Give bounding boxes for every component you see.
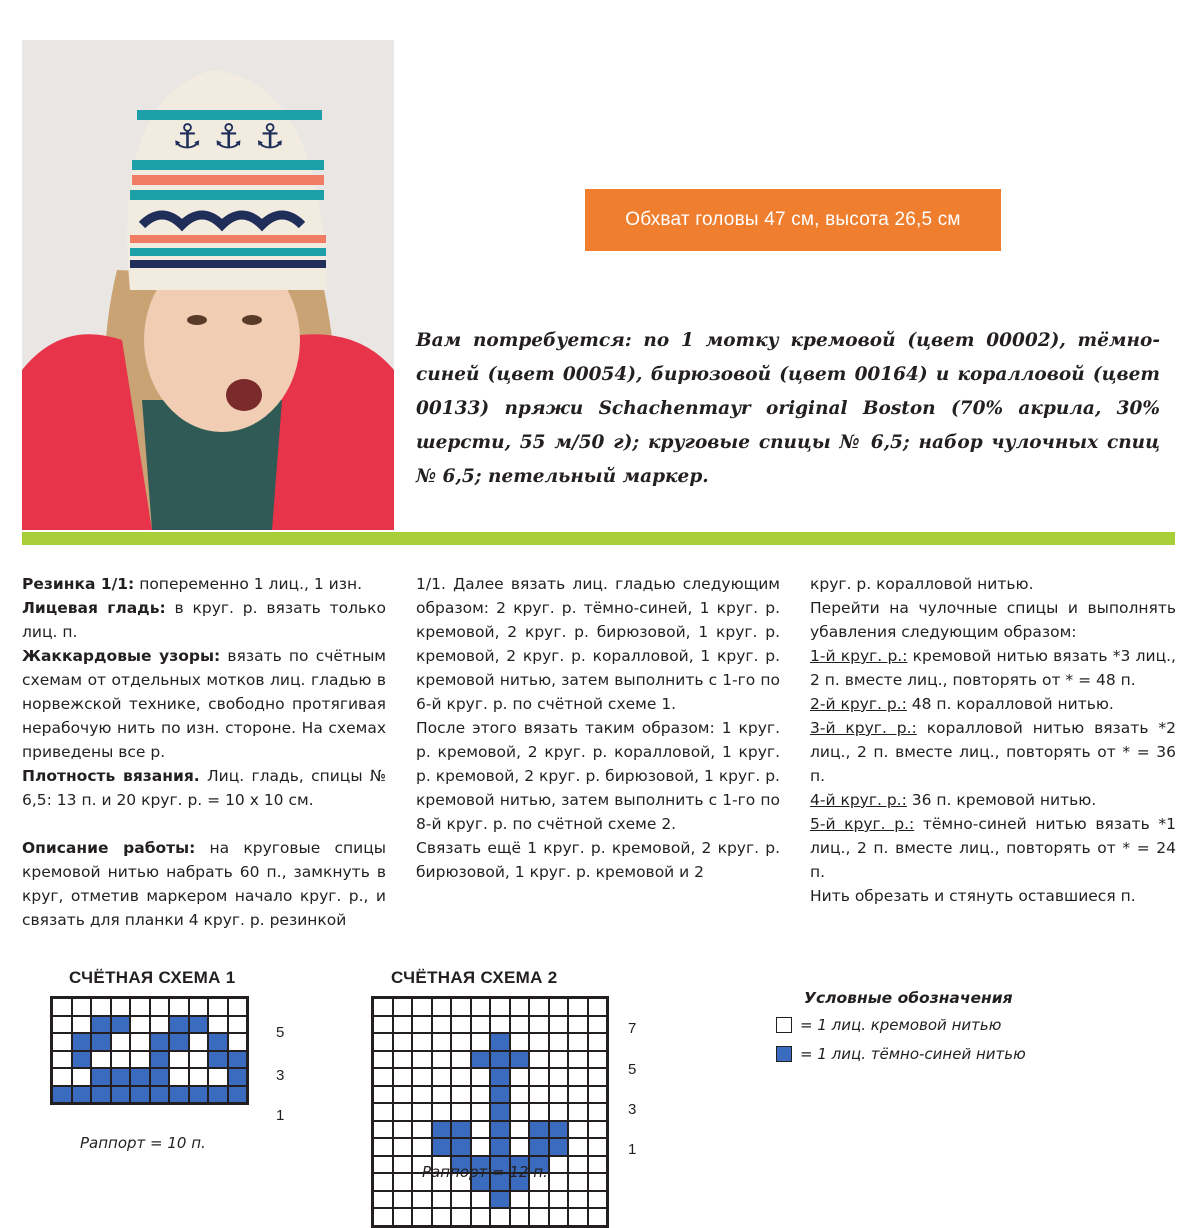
chart-cell-empty	[588, 1191, 608, 1209]
chart-cell-empty	[529, 1103, 549, 1121]
chart-cell-empty	[111, 998, 131, 1016]
chart-cell-filled	[490, 1086, 510, 1104]
chart-cell-empty	[228, 998, 248, 1016]
col3-paragraph-3: Нить обрезать и стянуть оставшиеся п.	[810, 887, 1136, 905]
chart-cell-empty	[393, 1016, 413, 1034]
chart-cell-empty	[471, 1086, 491, 1104]
chart-cell-empty	[529, 1208, 549, 1226]
chart-cell-empty	[412, 1068, 432, 1086]
size-badge: Обхват головы 47 см, высота 26,5 см	[585, 189, 1001, 251]
chart-cell-empty	[588, 1068, 608, 1086]
chart-cell-empty	[412, 1138, 432, 1156]
chart-cell-empty	[568, 1121, 588, 1139]
chart-cell-empty	[208, 998, 228, 1016]
chart-cell-empty	[91, 1051, 111, 1069]
chart-cell-empty	[549, 1173, 569, 1191]
chart-cell-empty	[529, 1051, 549, 1069]
round-1-label: 1-й круг. р.:	[810, 647, 908, 665]
round-2-label: 2-й круг. р.:	[810, 695, 907, 713]
chart-cell-empty	[451, 998, 471, 1016]
chart-cell-empty	[52, 998, 72, 1016]
col2-paragraph-2: После этого вязать таким образом: 1 круг. р. кремовой, 2 круг. р. коралловой, 1 круг. р. кремовой, 2 круг. р. бирюзовой, 1 круг. р. кремовой нитью, затем выполнить с 1-го по 8-й круг. р. по счётной схеме 2.	[416, 719, 780, 833]
round-4-label: 4-й круг. р.:	[810, 791, 907, 809]
chart-cell-empty	[588, 1103, 608, 1121]
decrease-round-1	[810, 644, 1176, 692]
col2-paragraph-1: 1/1. Далее вязать лиц. гладью следующим образом: 2 круг. р. тёмно-синей, 1 круг. р. кремовой, 2 круг. р. бирюзовой, 1 круг. р. кремовой, 2 круг. р. коралловой, 1 круг. р. кремовой нитью, затем выполнить с 1-го по 6-й круг. р. по счётной схеме 1.	[416, 575, 780, 713]
chart-cell-empty	[568, 1033, 588, 1051]
chart-1-repeat: Раппорт = 10 п.	[80, 1134, 206, 1152]
col3-paragraph-1: круг. р. коралловой нитью.	[810, 575, 1034, 593]
stockinette-label: Лицевая гладь:	[22, 599, 166, 617]
chart-cell-filled	[169, 1033, 189, 1051]
chart-cell-filled	[490, 1103, 510, 1121]
chart-cell-empty	[510, 1191, 530, 1209]
chart-cell-empty	[529, 998, 549, 1016]
instructions-column-1	[22, 572, 386, 932]
chart-cell-filled	[490, 1051, 510, 1069]
chart-1-row-label: 3	[276, 1067, 285, 1084]
legend-title: Условные обозначения	[804, 989, 1013, 1007]
chart-cell-empty	[471, 998, 491, 1016]
chart-cell-filled	[189, 1016, 209, 1034]
chart-cell-empty	[130, 998, 150, 1016]
chart-cell-empty	[471, 1138, 491, 1156]
chart-cell-empty	[52, 1051, 72, 1069]
chart-cell-empty	[52, 1033, 72, 1051]
decrease-round-2	[810, 692, 1176, 716]
chart-cell-empty	[529, 1191, 549, 1209]
chart-cell-filled	[91, 1068, 111, 1086]
stockinette-text: в круг. р. вязать только лиц. п.	[22, 599, 387, 641]
chart-cell-empty	[568, 1208, 588, 1226]
chart-2-row-label: 1	[628, 1141, 637, 1158]
jacquard-paragraph	[22, 644, 386, 764]
chart-1-row-label: 5	[276, 1024, 285, 1041]
chart-1-row-label: 1	[276, 1107, 285, 1124]
chart-cell-empty	[72, 1068, 92, 1086]
chart-cell-empty	[549, 1156, 569, 1174]
chart-cell-empty	[130, 1033, 150, 1051]
chart-cell-filled	[91, 1016, 111, 1034]
chart-cell-filled	[150, 1033, 170, 1051]
chart-cell-empty	[412, 1086, 432, 1104]
chart-cell-filled	[490, 1121, 510, 1139]
chart-cell-empty	[432, 1051, 452, 1069]
chart-cell-empty	[568, 1016, 588, 1034]
chart-cell-filled	[111, 1016, 131, 1034]
chart-cell-empty	[568, 1086, 588, 1104]
chart-cell-empty	[451, 1068, 471, 1086]
chart-cell-empty	[373, 1138, 393, 1156]
chart-cell-filled	[451, 1138, 471, 1156]
chart-cell-empty	[150, 998, 170, 1016]
round-3-label: 3-й круг. р.:	[810, 719, 917, 737]
chart-cell-filled	[52, 1086, 72, 1104]
round-4-text: 36 п. кремовой нитью.	[906, 791, 1097, 809]
legend-item-cream	[776, 1016, 1001, 1034]
rib-paragraph	[22, 572, 386, 596]
chart-cell-filled	[169, 1016, 189, 1034]
chart-cell-filled	[111, 1086, 131, 1104]
round-1-text: кремовой нитью вязать *3 лиц., 2 п. вместе лиц., повторять от * = 48 п.	[810, 647, 1176, 689]
chart-cell-empty	[471, 1191, 491, 1209]
chart-cell-filled	[150, 1051, 170, 1069]
chart-cell-empty	[373, 1156, 393, 1174]
chart-cell-empty	[432, 1033, 452, 1051]
chart-cell-empty	[510, 1086, 530, 1104]
chart-cell-empty	[373, 1068, 393, 1086]
chart-cell-empty	[490, 1016, 510, 1034]
chart-cell-filled	[72, 1051, 92, 1069]
chart-cell-filled	[490, 1138, 510, 1156]
chart-cell-empty	[549, 1068, 569, 1086]
chart-cell-empty	[588, 1156, 608, 1174]
decrease-round-5	[810, 812, 1176, 884]
chart-cell-filled	[490, 1068, 510, 1086]
chart-cell-empty	[451, 1086, 471, 1104]
chart-cell-empty	[393, 1208, 413, 1226]
chart-cell-empty	[588, 1086, 608, 1104]
gauge-text: Лиц. гладь, спицы № 6,5: 13 п. и 20 круг. р. = 10 х 10 см.	[22, 767, 386, 809]
chart-cell-empty	[130, 1016, 150, 1034]
chart-cell-filled	[111, 1068, 131, 1086]
chart-cell-empty	[432, 1086, 452, 1104]
chart-cell-filled	[471, 1051, 491, 1069]
chart-cell-empty	[393, 1121, 413, 1139]
chart-cell-empty	[451, 1033, 471, 1051]
chart-cell-empty	[373, 1191, 393, 1209]
chart-cell-empty	[510, 1016, 530, 1034]
navy-swatch-icon	[776, 1046, 792, 1062]
chart-cell-empty	[451, 1103, 471, 1121]
chart-cell-filled	[91, 1033, 111, 1051]
chart-cell-empty	[490, 1208, 510, 1226]
chart-cell-filled	[228, 1051, 248, 1069]
chart-cell-filled	[432, 1138, 452, 1156]
svg-text:⚓ ⚓ ⚓: ⚓ ⚓ ⚓	[172, 117, 286, 157]
gauge-paragraph	[22, 764, 386, 812]
chart-cell-empty	[549, 1191, 569, 1209]
chart-cell-empty	[549, 1033, 569, 1051]
decrease-round-3	[810, 716, 1176, 788]
col2-paragraph-3: Связать ещё 1 круг. р. кремовой, 2 круг. р. бирюзовой, 1 круг. р. кремовой и 2	[416, 839, 780, 881]
chart-cell-empty	[189, 1051, 209, 1069]
chart-1-title: СЧЁТНАЯ СХЕМА 1	[69, 968, 236, 987]
chart-cell-empty	[52, 1068, 72, 1086]
materials-text: Вам потребуется: по 1 мотку кремовой (цвет 00002), тёмно-синей (цвет 00054), бирюзовой (цвет 00164) и коралловой (цвет 00133) пряжи Schachenmayr original Boston (70% акрила, 30% шерсти, 55 м/50 г); круговые спицы № 6,5; набор чулочных спиц № 6,5; петельный маркер.	[416, 330, 1160, 487]
chart-cell-empty	[393, 1173, 413, 1191]
chart-cell-empty	[471, 1103, 491, 1121]
chart-cell-empty	[373, 1051, 393, 1069]
legend-item-text: = 1 лиц. тёмно-синей нитью	[800, 1045, 1026, 1063]
rib-label: Резинка 1/1:	[22, 575, 135, 593]
work-label: Описание работы:	[22, 839, 196, 857]
round-5-label: 5-й круг. р.:	[810, 815, 915, 833]
chart-cell-empty	[228, 1016, 248, 1034]
chart-cell-empty	[373, 1121, 393, 1139]
chart-cell-empty	[529, 1016, 549, 1034]
chart-cell-empty	[189, 1068, 209, 1086]
chart-cell-filled	[490, 1033, 510, 1051]
chart-cell-empty	[393, 1051, 413, 1069]
chart-cell-empty	[432, 1068, 452, 1086]
chart-cell-empty	[150, 1016, 170, 1034]
chart-cell-empty	[432, 1208, 452, 1226]
chart-cell-filled	[169, 1086, 189, 1104]
chart-cell-empty	[393, 1191, 413, 1209]
chart-cell-empty	[510, 998, 530, 1016]
chart-cell-empty	[510, 1208, 530, 1226]
chart-cell-empty	[393, 1068, 413, 1086]
chart-cell-empty	[169, 998, 189, 1016]
chart-cell-empty	[373, 1173, 393, 1191]
chart-cell-empty	[529, 1086, 549, 1104]
jacquard-text: вязать по счётным схемам от отдельных мотков лиц. гладью в норвежской технике, свободно протягивая нерабочую нить по изн. стороне. На схемах приведены все р.	[22, 647, 386, 761]
chart-cell-empty	[91, 998, 111, 1016]
rib-text: попеременно 1 лиц., 1 изн.	[134, 575, 363, 593]
chart-cell-empty	[471, 1033, 491, 1051]
chart-cell-filled	[208, 1033, 228, 1051]
chart-cell-empty	[393, 1033, 413, 1051]
round-3-text: коралловой нитью вязать *2 лиц., 2 п. вместе лиц., повторять от * = 36 п.	[810, 719, 1176, 785]
chart-cell-empty	[588, 1138, 608, 1156]
chart-cell-filled	[432, 1121, 452, 1139]
chart-cell-empty	[568, 1156, 588, 1174]
gauge-label: Плотность вязания.	[22, 767, 200, 785]
chart-cell-empty	[568, 1103, 588, 1121]
chart-cell-empty	[111, 1033, 131, 1051]
round-2-text: 48 п. коралловой нитью.	[906, 695, 1114, 713]
chart-cell-empty	[412, 1016, 432, 1034]
chart-cell-empty	[588, 1033, 608, 1051]
chart-cell-empty	[412, 998, 432, 1016]
chart-cell-empty	[451, 1208, 471, 1226]
chart-cell-filled	[72, 1033, 92, 1051]
chart-cell-filled	[228, 1068, 248, 1086]
chart-cell-filled	[490, 1191, 510, 1209]
chart-cell-filled	[529, 1138, 549, 1156]
legend-item-text: = 1 лиц. кремовой нитью	[800, 1016, 1002, 1034]
chart-cell-empty	[549, 1016, 569, 1034]
chart-cell-filled	[91, 1086, 111, 1104]
chart-cell-empty	[490, 998, 510, 1016]
chart-cell-empty	[130, 1051, 150, 1069]
chart-cell-empty	[451, 1051, 471, 1069]
chart-cell-empty	[510, 1121, 530, 1139]
chart-cell-empty	[412, 1033, 432, 1051]
chart-cell-empty	[208, 1068, 228, 1086]
chart-cell-filled	[150, 1086, 170, 1104]
chart-cell-empty	[588, 1121, 608, 1139]
chart-cell-empty	[432, 1191, 452, 1209]
chart-cell-empty	[393, 1156, 413, 1174]
chart-cell-empty	[588, 1016, 608, 1034]
chart-cell-empty	[373, 1033, 393, 1051]
chart-cell-empty	[373, 1208, 393, 1226]
chart-cell-filled	[510, 1051, 530, 1069]
chart-cell-filled	[451, 1121, 471, 1139]
chart-cell-empty	[471, 1208, 491, 1226]
chart-cell-filled	[130, 1068, 150, 1086]
instructions-column-2	[416, 572, 780, 884]
chart-cell-empty	[568, 1173, 588, 1191]
chart-cell-empty	[529, 1033, 549, 1051]
chart-cell-empty	[568, 1051, 588, 1069]
chart-cell-filled	[72, 1086, 92, 1104]
chart-cell-empty	[412, 1208, 432, 1226]
chart-2-row-label: 5	[628, 1061, 637, 1078]
chart-2-row-label: 7	[628, 1020, 637, 1037]
chart-cell-empty	[72, 1016, 92, 1034]
chart-cell-empty	[471, 1068, 491, 1086]
chart-cell-empty	[412, 1121, 432, 1139]
jacquard-label: Жаккардовые узоры:	[22, 647, 221, 665]
chart-cell-filled	[130, 1086, 150, 1104]
chart-cell-empty	[451, 1016, 471, 1034]
chart-cell-empty	[588, 1173, 608, 1191]
col3-paragraph-2: Перейти на чулочные спицы и выполнять убавления следующим образом:	[810, 599, 1176, 641]
chart-cell-empty	[393, 1138, 413, 1156]
chart-cell-filled	[189, 1086, 209, 1104]
chart-cell-empty	[568, 998, 588, 1016]
model-photo	[22, 40, 394, 530]
chart-cell-empty	[549, 1103, 569, 1121]
chart-2-row-label: 3	[628, 1101, 637, 1118]
chart-cell-empty	[510, 1068, 530, 1086]
chart-1-grid	[50, 996, 249, 1105]
chart-cell-empty	[412, 1191, 432, 1209]
stockinette-paragraph	[22, 596, 386, 644]
chart-2-repeat: Раппорт = 12 п.	[422, 1163, 548, 1181]
chart-cell-empty	[393, 998, 413, 1016]
chart-cell-filled	[549, 1121, 569, 1139]
chart-cell-filled	[228, 1086, 248, 1104]
chart-cell-empty	[412, 1103, 432, 1121]
chart-cell-empty	[588, 1051, 608, 1069]
chart-cell-filled	[549, 1138, 569, 1156]
chart-cell-empty	[111, 1051, 131, 1069]
chart-cell-empty	[72, 998, 92, 1016]
chart-2-title: СЧЁТНАЯ СХЕМА 2	[391, 968, 558, 987]
chart-cell-empty	[52, 1016, 72, 1034]
chart-cell-empty	[432, 998, 452, 1016]
legend-item-navy	[776, 1045, 1026, 1063]
chart-cell-empty	[393, 1086, 413, 1104]
chart-cell-empty	[412, 1051, 432, 1069]
chart-cell-empty	[228, 1033, 248, 1051]
chart-cell-empty	[189, 1033, 209, 1051]
chart-cell-filled	[150, 1068, 170, 1086]
chart-cell-filled	[208, 1086, 228, 1104]
work-paragraph	[22, 836, 386, 932]
chart-cell-empty	[373, 998, 393, 1016]
chart-cell-empty	[549, 1051, 569, 1069]
chart-cell-empty	[568, 1191, 588, 1209]
chart-cell-filled	[529, 1121, 549, 1139]
round-5-text: тёмно-синей нитью вязать *1 лиц., 2 п. вместе лиц., повторять от * = 24 п.	[810, 815, 1176, 881]
chart-cell-empty	[169, 1068, 189, 1086]
chart-cell-empty	[432, 1016, 452, 1034]
instructions-column-3	[810, 572, 1176, 908]
chart-cell-empty	[568, 1068, 588, 1086]
chart-cell-empty	[169, 1051, 189, 1069]
cream-swatch-icon	[776, 1017, 792, 1033]
chart-cell-empty	[588, 1208, 608, 1226]
chart-2-grid	[371, 996, 609, 1228]
chart-cell-empty	[432, 1103, 452, 1121]
decrease-round-4	[810, 788, 1176, 812]
chart-cell-empty	[510, 1138, 530, 1156]
chart-cell-empty	[451, 1191, 471, 1209]
chart-cell-empty	[549, 1208, 569, 1226]
chart-cell-empty	[510, 1103, 530, 1121]
chart-cell-empty	[208, 1016, 228, 1034]
chart-cell-empty	[510, 1033, 530, 1051]
chart-cell-empty	[549, 1086, 569, 1104]
chart-cell-empty	[373, 1016, 393, 1034]
chart-cell-empty	[373, 1103, 393, 1121]
chart-cell-filled	[208, 1051, 228, 1069]
chart-cell-empty	[189, 998, 209, 1016]
chart-cell-empty	[588, 998, 608, 1016]
chart-cell-empty	[471, 1016, 491, 1034]
chart-cell-empty	[471, 1121, 491, 1139]
chart-cell-empty	[568, 1138, 588, 1156]
chart-cell-empty	[529, 1068, 549, 1086]
divider-bar	[22, 532, 1175, 545]
chart-cell-empty	[373, 1086, 393, 1104]
chart-cell-empty	[393, 1103, 413, 1121]
work-text: на круговые спицы кремовой нитью набрать 60 п., замкнуть в круг, отметив маркером начало круг. р., и связать для планки 4 круг. р. резинкой	[22, 839, 386, 929]
chart-cell-empty	[549, 998, 569, 1016]
